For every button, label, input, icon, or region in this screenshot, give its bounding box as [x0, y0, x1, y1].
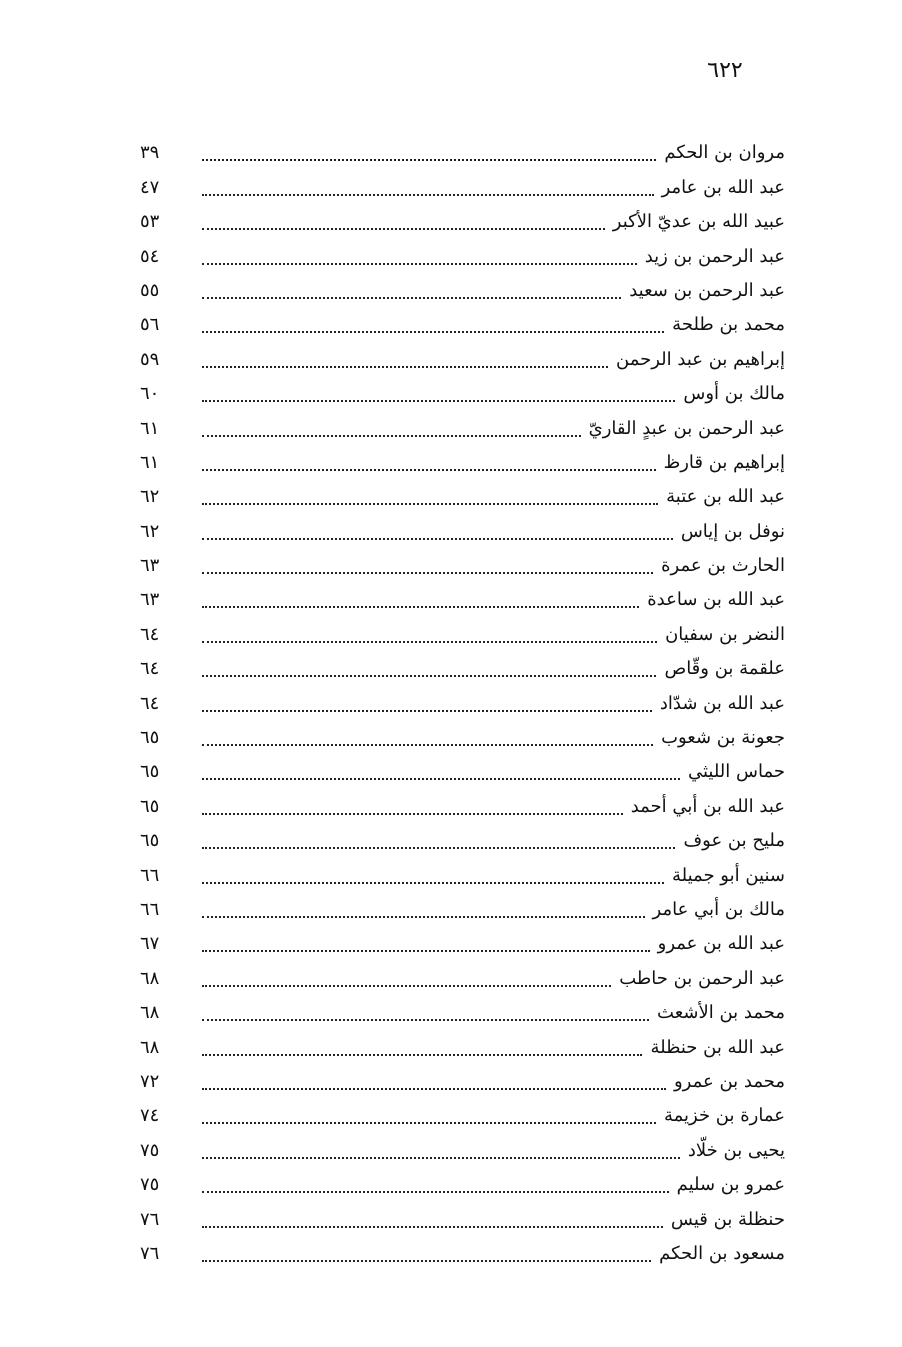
dot-leader	[202, 1157, 680, 1159]
toc-entry	[140, 927, 785, 961]
toc-entry	[140, 858, 785, 892]
toc-entry	[140, 1133, 785, 1167]
toc-entry-name: سنين أبو جميلة	[672, 864, 785, 886]
dot-leader	[202, 710, 652, 712]
toc-entry-name: عبيد الله بن عديّ الأكبر	[612, 211, 785, 233]
dot-leader	[202, 1260, 651, 1262]
toc-entry-page: ٥٤	[140, 245, 160, 267]
dot-leader	[202, 641, 657, 643]
toc-entry	[140, 652, 785, 686]
toc-entry	[140, 170, 785, 204]
toc-entry-name: محمد بن طلحة	[672, 314, 785, 336]
dot-leader	[202, 297, 621, 299]
toc-entry-page: ٧٦	[140, 1208, 160, 1230]
toc-entry-page: ٦٤	[140, 658, 160, 680]
toc-entry-name: عبد الله بن عتبة	[666, 486, 785, 508]
toc-entry-name: عبد الله بن عمرو	[657, 933, 785, 955]
dot-leader	[202, 263, 637, 265]
toc-entry-name: عمرو بن سليم	[676, 1174, 785, 1196]
toc-entry-page: ٦٧	[140, 933, 160, 955]
toc-entry-page: ٦٢	[140, 486, 160, 508]
page-number: ٦٢٢	[707, 58, 743, 83]
toc-entry-page: ٦٥	[140, 727, 160, 749]
toc-entry-page: ٦٨	[140, 967, 160, 989]
toc-entry-page: ٧٥	[140, 1139, 160, 1161]
toc-entry-page: ٦٤	[140, 692, 160, 714]
toc-entry	[140, 136, 785, 170]
toc-entry-name: يحيى بن خلّاد	[687, 1139, 785, 1161]
dot-leader	[202, 1019, 649, 1021]
toc-entry	[140, 583, 785, 617]
dot-leader	[202, 1054, 642, 1056]
toc-entry-name: نوفل بن إياس	[680, 520, 785, 542]
dot-leader	[202, 1226, 663, 1228]
toc-entry-name: عبد الله بن أبي أحمد	[630, 795, 785, 817]
dot-leader	[202, 366, 608, 368]
dot-leader	[202, 435, 581, 437]
toc-entry	[140, 1099, 785, 1133]
toc-entry-page: ٦٥	[140, 761, 160, 783]
dot-leader	[202, 916, 645, 918]
toc-entry-page: ٦١	[140, 417, 160, 439]
toc-entry-name: عبد الله بن ساعدة	[647, 589, 785, 611]
toc-entry-name: عبد الله بن عامر	[661, 176, 785, 198]
toc-entry-name: محمد بن عمرو	[673, 1070, 785, 1092]
toc-entry-page: ٦١	[140, 451, 160, 473]
toc-entry-page: ٧٤	[140, 1105, 160, 1127]
toc-entry-page: ٦٥	[140, 795, 160, 817]
toc-entry-name: جعونة بن شعوب	[661, 727, 785, 749]
toc-entry	[140, 480, 785, 514]
dot-leader	[202, 882, 664, 884]
toc-entry-page: ٦٠	[140, 383, 160, 405]
toc-entry	[140, 1030, 785, 1064]
toc-entry-name: مالك بن أبي عامر	[652, 898, 785, 920]
toc-entry-name: عبد الله بن شدّاد	[659, 692, 785, 714]
dot-leader	[202, 813, 623, 815]
toc-entry-page: ٧٢	[140, 1070, 160, 1092]
toc-entry	[140, 411, 785, 445]
toc-entry-name: النضر بن سفيان	[665, 623, 785, 645]
toc-entry-name: محمد بن الأشعث	[657, 1002, 785, 1024]
dot-leader	[202, 1191, 669, 1193]
toc-entry	[140, 617, 785, 651]
dot-leader	[202, 606, 639, 608]
toc-entry-page: ٧٥	[140, 1174, 160, 1196]
toc-entry-page: ٧٦	[140, 1242, 160, 1264]
toc-entry-name: مسعود بن الحكم	[659, 1242, 785, 1264]
table-of-contents	[140, 136, 785, 1271]
toc-entry	[140, 1168, 785, 1202]
toc-entry-name: عمارة بن خزيمة	[663, 1105, 785, 1127]
dot-leader	[202, 469, 656, 471]
toc-entry-name: إبراهيم بن قارظ	[663, 451, 785, 473]
toc-entry	[140, 789, 785, 823]
toc-entry	[140, 205, 785, 239]
toc-entry	[140, 549, 785, 583]
toc-entry	[140, 824, 785, 858]
toc-entry	[140, 446, 785, 480]
toc-entry-page: ٦٨	[140, 1002, 160, 1024]
dot-leader	[202, 1122, 656, 1124]
toc-entry	[140, 996, 785, 1030]
toc-entry-page: ٥٩	[140, 348, 160, 370]
toc-entry	[140, 308, 785, 342]
toc-entry-page: ٤٧	[140, 176, 160, 198]
dot-leader	[202, 675, 656, 677]
toc-entry	[140, 239, 785, 273]
toc-entry-page: ٣٩	[140, 142, 160, 164]
toc-entry-name: عبد الله بن حنظلة	[650, 1036, 785, 1058]
toc-entry-page: ٦٢	[140, 520, 160, 542]
dot-leader	[202, 400, 675, 402]
toc-entry-name: حنظلة بن قيس	[670, 1208, 785, 1230]
dot-leader	[202, 744, 653, 746]
dot-leader	[202, 538, 673, 540]
toc-entry-page: ٥٥	[140, 279, 160, 301]
toc-entry	[140, 1202, 785, 1236]
toc-entry	[140, 514, 785, 548]
toc-entry	[140, 961, 785, 995]
dot-leader	[202, 950, 650, 952]
dot-leader	[202, 847, 675, 849]
toc-entry-page: ٥٦	[140, 314, 160, 336]
toc-entry-page: ٦٨	[140, 1036, 160, 1058]
dot-leader	[202, 503, 658, 505]
toc-entry	[140, 342, 785, 376]
toc-entry-name: عبد الرحمن بن عبدٍ القاريّ	[588, 417, 785, 439]
toc-entry-page: ٦٦	[140, 864, 160, 886]
toc-entry	[140, 1237, 785, 1271]
toc-entry-name: عبد الرحمن بن سعيد	[629, 279, 785, 301]
toc-entry-name: علقمة بن وقّاص	[664, 658, 785, 680]
toc-entry-page: ٦٥	[140, 830, 160, 852]
toc-entry	[140, 274, 785, 308]
toc-entry	[140, 377, 785, 411]
toc-entry-name: مروان بن الحكم	[664, 142, 785, 164]
toc-entry-name: مليح بن عوف	[683, 830, 785, 852]
dot-leader	[202, 985, 611, 987]
toc-entry-name: الحارث بن عمرة	[661, 555, 785, 577]
toc-entry-name: عبد الرحمن بن حاطب	[619, 967, 785, 989]
toc-entry-page: ٦٣	[140, 555, 160, 577]
toc-entry	[140, 755, 785, 789]
toc-entry	[140, 1065, 785, 1099]
toc-entry-page: ٦٣	[140, 589, 160, 611]
dot-leader	[202, 228, 605, 230]
toc-entry-name: حماس الليثي	[687, 761, 785, 783]
dot-leader	[202, 1088, 666, 1090]
toc-entry-page: ٦٤	[140, 623, 160, 645]
toc-entry-name: عبد الرحمن بن زيد	[644, 245, 785, 267]
dot-leader	[202, 194, 654, 196]
toc-entry	[140, 893, 785, 927]
toc-entry-page: ٥٣	[140, 211, 160, 233]
dot-leader	[202, 778, 680, 780]
toc-entry-page: ٦٦	[140, 898, 160, 920]
toc-entry	[140, 721, 785, 755]
toc-entry-name: مالك بن أوس	[683, 383, 785, 405]
dot-leader	[202, 331, 664, 333]
toc-entry	[140, 686, 785, 720]
dot-leader	[202, 572, 653, 574]
toc-entry-name: إبراهيم بن عبد الرحمن	[616, 348, 785, 370]
dot-leader	[202, 159, 656, 161]
